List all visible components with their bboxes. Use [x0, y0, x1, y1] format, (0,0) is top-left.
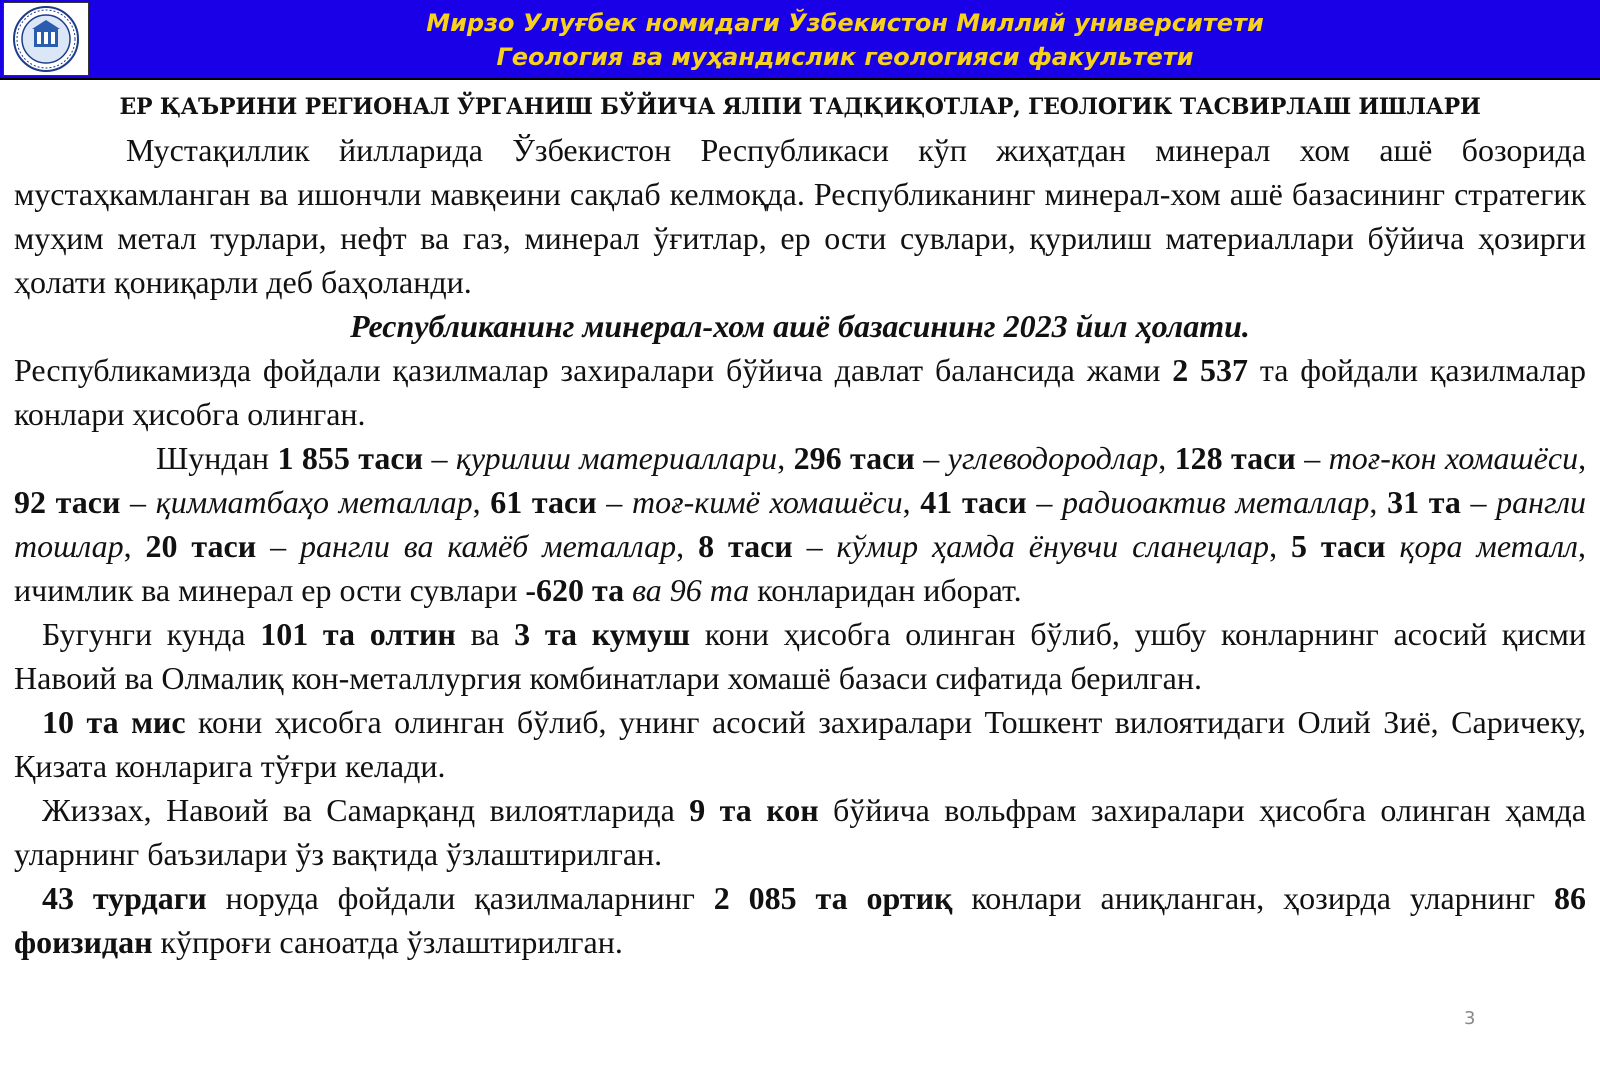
text-run: ,	[472, 484, 491, 520]
category-name: қора металл	[1399, 528, 1579, 564]
total-count: 2 537	[1172, 352, 1249, 388]
text-run: –	[1026, 484, 1063, 520]
text-run: кўпроғи саноатда ўзлаштирилган.	[152, 924, 623, 960]
paragraph-gold-silver	[14, 612, 1586, 700]
count-value: 61 таси	[490, 484, 597, 520]
count-value: 20 таси	[145, 528, 257, 564]
nonmetallic-count: 2 085 та ортиқ	[713, 880, 953, 916]
text-run: конлари аниқланган, ҳозирда уларнинг	[952, 880, 1555, 916]
text-run: бўйича вольфрам захиралари ҳисобга олинган ҳамда уларнинг баъзилари ўз вақтида ўзлаштирилган.	[14, 792, 1586, 872]
slide-content	[14, 86, 1586, 964]
silver-count: 3 та кумуш	[514, 616, 691, 652]
category-name: рангли тошлар	[14, 484, 1587, 564]
tungsten-count: 9 та кон	[689, 792, 819, 828]
category-name: ва 96 та	[632, 572, 750, 608]
text-run: –	[596, 484, 632, 520]
text-run: –	[120, 484, 156, 520]
count-value: 92 таси	[14, 484, 121, 520]
text-run: –	[1460, 484, 1497, 520]
category-name: углеводородлар	[947, 440, 1159, 476]
page-number: 3	[1464, 1008, 1476, 1029]
text-run: ,	[1578, 440, 1587, 476]
text-run: Республикамизда фойдали қазилмалар захиралари бўйича давлат балансида жами	[14, 352, 1173, 388]
text-run: ва	[455, 616, 515, 652]
text-run: –	[423, 440, 456, 476]
text-run: ,	[1269, 528, 1291, 564]
text-run	[624, 572, 632, 608]
intro-paragraph: Мустақиллик йилларида Ўзбекистон Республикаси кўп жиҳатдан минерал хом ашё бозорида мустаҳкамланган ва ишончли мавқеини сақлаб келмоқда. Республиканинг минерал-хом ашё базасининг стратегик муҳим метал турлари, нефт ва газ, минерал ўғитлар, ер ости сувлари, қурилиш материаллари бўйича ҳозирги ҳолати қониқарли деб баҳоланди.	[14, 132, 1586, 300]
category-name: рангли ва камёб металлар	[299, 528, 677, 564]
paragraph-tungsten	[14, 788, 1586, 876]
text-run: –	[914, 440, 948, 476]
paragraph-breakdown	[14, 436, 1586, 612]
category-name: қимматбаҳо металлар	[155, 484, 473, 520]
text-run: кони ҳисобга олинган бўлиб, ушбу конларнинг асосий қисми Навоий ва Олмалиқ кон-металлургия комбинатлари хомашё базаси сифатида берилган.	[14, 616, 1587, 696]
text-run: , ичимлик ва минерал ер ости сувлари	[14, 528, 1587, 608]
copper-count: 10 та мис	[42, 704, 186, 740]
text-run: ,	[1369, 484, 1388, 520]
section-subtitle: Республиканинг минерал-хом ашё базасининг 2023 йил ҳолати.	[350, 308, 1250, 344]
category-name: радиоактив металлар	[1062, 484, 1370, 520]
count-value: 5 таси	[1290, 528, 1386, 564]
text-run: Жиззах, Навоий ва Самарқанд вилоятларида	[42, 792, 690, 828]
slide-title: ЕР ҚАЪРИНИ РЕГИОНАЛ ЎРГАНИШ БЎЙИЧА ЯЛПИ ТАДҚИҚОТЛАР, ГЕОЛОГИК ТАСВИРЛАШ ИШЛАРИ	[119, 94, 1481, 120]
count-value: 128 таси	[1174, 440, 1296, 476]
university-name: Мирзо Улуғбек номидаги Ўзбекистон Миллий университети	[426, 9, 1264, 37]
category-name: тоғ-кон хомашёси	[1328, 440, 1579, 476]
university-seal-icon	[7, 5, 85, 73]
text-run: ,	[902, 484, 921, 520]
category-name: қурилиш материаллари	[455, 440, 778, 476]
count-value: 31 та	[1387, 484, 1461, 520]
header-text	[90, 6, 1600, 74]
paragraph-copper	[14, 700, 1586, 788]
text-run: –	[1295, 440, 1329, 476]
category-name: кўмир ҳамда ёнувчи сланецлар	[836, 528, 1270, 564]
types-count: 43 турдаги	[42, 880, 207, 916]
count-value: 8 таси	[698, 528, 793, 564]
text-run: Бугунги кунда	[42, 616, 261, 652]
text-run: ,	[1158, 440, 1175, 476]
text-run: –	[792, 528, 837, 564]
text-run: конларидан иборат.	[749, 572, 1022, 608]
count-value: 296 таси	[793, 440, 915, 476]
text-run: Шундан	[156, 440, 278, 476]
paragraph-nonmetallic	[14, 876, 1586, 964]
text-run: та фойдали қазилмалар конлари ҳисобга олинган.	[14, 352, 1587, 432]
university-logo	[3, 2, 89, 76]
text-run: –	[256, 528, 300, 564]
percent-value: 86 фоизидан	[14, 880, 1587, 960]
text-run	[1386, 528, 1400, 564]
faculty-name: Геология ва муҳандислик геологияси факультети	[496, 43, 1194, 71]
text-run: ,	[676, 528, 699, 564]
count-value: -620 та	[525, 572, 625, 608]
text-run: норуда фойдали қазилмаларнинг	[206, 880, 714, 916]
gold-count: 101 та олтин	[260, 616, 456, 652]
category-name: тоғ-кимё хомашёси	[631, 484, 903, 520]
text-run: кони ҳисобга олинган бўлиб, унинг асосий захиралари Тошкент вилоятидаги Олий Зиё, Саричеку, Қизата конларига тўғри келади.	[14, 704, 1587, 784]
text-run: ,	[123, 528, 146, 564]
count-value: 1 855 таси	[277, 440, 424, 476]
slide-header	[0, 0, 1600, 80]
count-value: 41 таси	[920, 484, 1027, 520]
paragraph-total-deposits	[14, 348, 1586, 436]
text-run: ,	[777, 440, 794, 476]
